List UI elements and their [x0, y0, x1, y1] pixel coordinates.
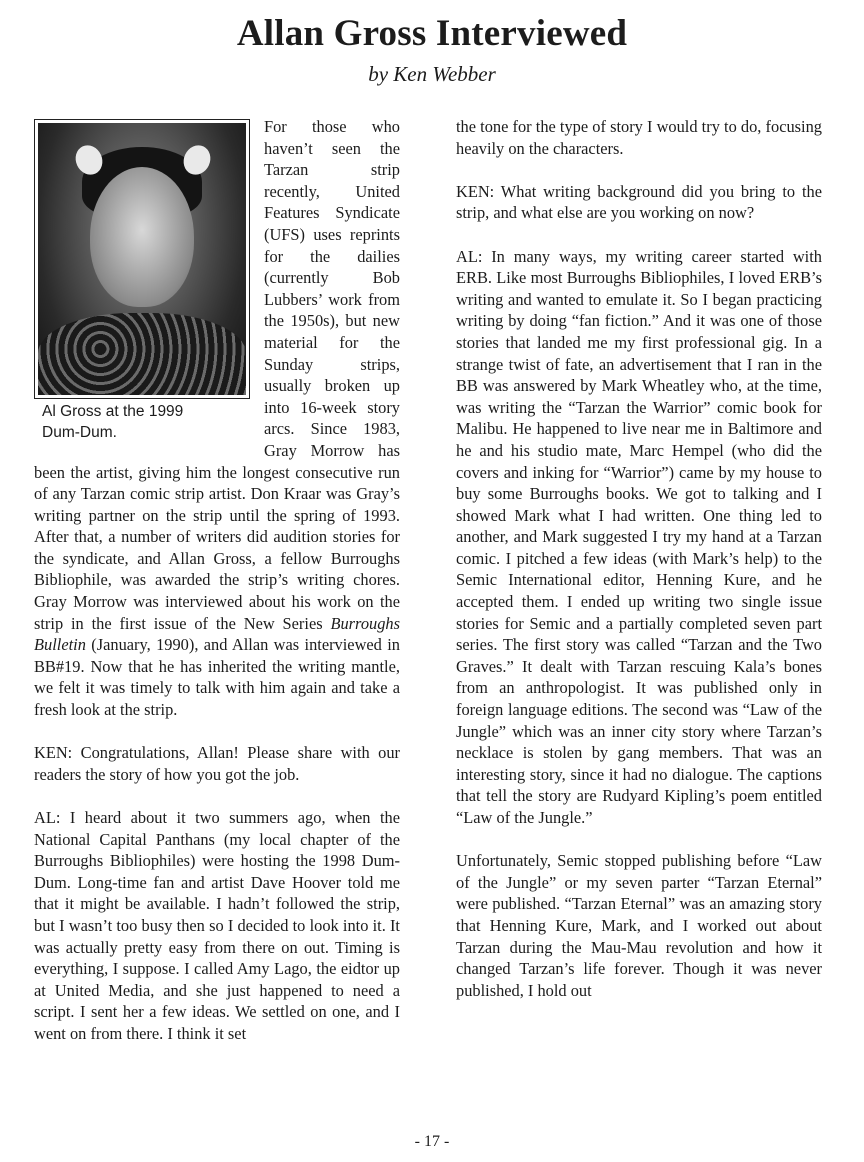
intro-text-a: For those who haven’t seen the Tarzan strip recently, United Features Syndicate (UFS) uses reprints for the dailies (currently Bob Lubbers’ work from the 1950s), but new material for the Sunday strips, usually broken up into 16-week story arcs. Since 1983, Gray Morrow has been the artist, giving him the longest consecutive run of any Tarzan comic strip artist. Don Kraar was Gray’s writing partner on the strip until the spring of 1993. After that, a number of writers did audition stories for the syndicate, and Allan Gross, a fellow Burroughs Bibliophile, was awarded the strip’s writing chores. Gray Morrow was interviewed about his work on the strip in the first issue of the New Series — [34, 117, 400, 633]
answer-2-continued: Unfortunately, Semic stopped publishing before “Law of the Jungle” or my seven parter “Tarzan Eternal” were published. “Tarzan Eternal” was an amazing story that Henning Kure, Mark, and I worked out about Tarzan during the Mau-Mau revolution and how it changed Tarzan’s life forever. Though it was never published, I hold out — [456, 851, 822, 1000]
question-2: KEN: What writing background did you bring to the strip, and what else are you working on now? — [456, 181, 822, 223]
answer-1: AL: I heard about it two summers ago, when the National Capital Panthans (my local chapter of the Burroughs Bibliophiles) were hosting the 1998 Dum-Dum. Long-time fan and artist Dave Hoover told me that it might be available. I hadn’t followed the strip, but I wasn’t too busy then so I decided to look into it. It was actually pretty easy from there on out. Timing is everything, I suppose. I called Amy Lago, the eidtor up at United Media, and she just happened to need a script. I sent her a few ideas. We settled on one, and I went on from there. I think it set — [34, 808, 400, 1043]
photo-figure — [34, 119, 250, 443]
answer-2: AL: In many ways, my writing career started with ERB. Like most Burroughs Bibliophiles, I loved ERB’s writing and wanted to emulate it. So I began practicing writing by doing “fan fiction.” And it was one of those stories that landed me my first professional gig. In a strange twist of fate, an advertisement that I ran in the BB was answered by Mark Wheatley who, at the time, was writing the “Tarzan the Warrior” comic book for Malibu. He happened to live near me in Baltimore and he and his studio mate, Marc Hempel (who did the covers and inking for “Warrior”) came by my house to buy some Burroughs books. We got to talking and I showed Mark what I had written. One thing led to another, and Mark suggested I try my hand at a Tarzan comic. I pitched a few ideas (with Mark’s help) to the Semic International editor, Henning Kure, and he accepted them. I ended up writing two single issue stories for Semic and a partially completed seven part series. The first story was called “Tarzan and the Two Graves.” It dealt with Tarzan rescuing Kala’s bones from an anthropologist. It was published only in foreign language editions. The second was “Law of the Jungle” which was an inner city story where Tarzan’s necklace is stolen by gang members. That was an interesting story, since it had no dialogue. The captions that tell the story are Rudyard Kipling’s poem entitled “Law of the Jungle.” — [456, 246, 822, 827]
right-column — [456, 116, 822, 1023]
answer-1-continued: the tone for the type of story I would try to do, focusing heavily on the characters. — [456, 117, 822, 158]
article-byline: by Ken Webber — [368, 62, 496, 86]
article-title: Allan Gross Interviewed — [236, 13, 628, 54]
page-number: - 17 - — [414, 1133, 450, 1150]
left-column — [34, 116, 400, 1066]
portrait-photo-icon — [38, 123, 246, 395]
intro-text-b: (January, 1990), and Allan was interviewed in BB#19. Now that he has inherited the writing mantle, we felt it was timely to talk with him again and take a fresh look at the strip. — [34, 635, 400, 720]
question-1: KEN: Congratulations, Allan! Please share with our readers the story of how you got the job. — [34, 743, 400, 784]
publication-title: Burroughs Bulletin — [34, 613, 400, 655]
photo-caption-line-1: Al Gross at the 1999 — [42, 403, 184, 420]
photo-caption-line-2: Dum-Dum. — [42, 424, 117, 441]
photo-frame — [34, 119, 250, 399]
photo-caption — [34, 399, 250, 443]
